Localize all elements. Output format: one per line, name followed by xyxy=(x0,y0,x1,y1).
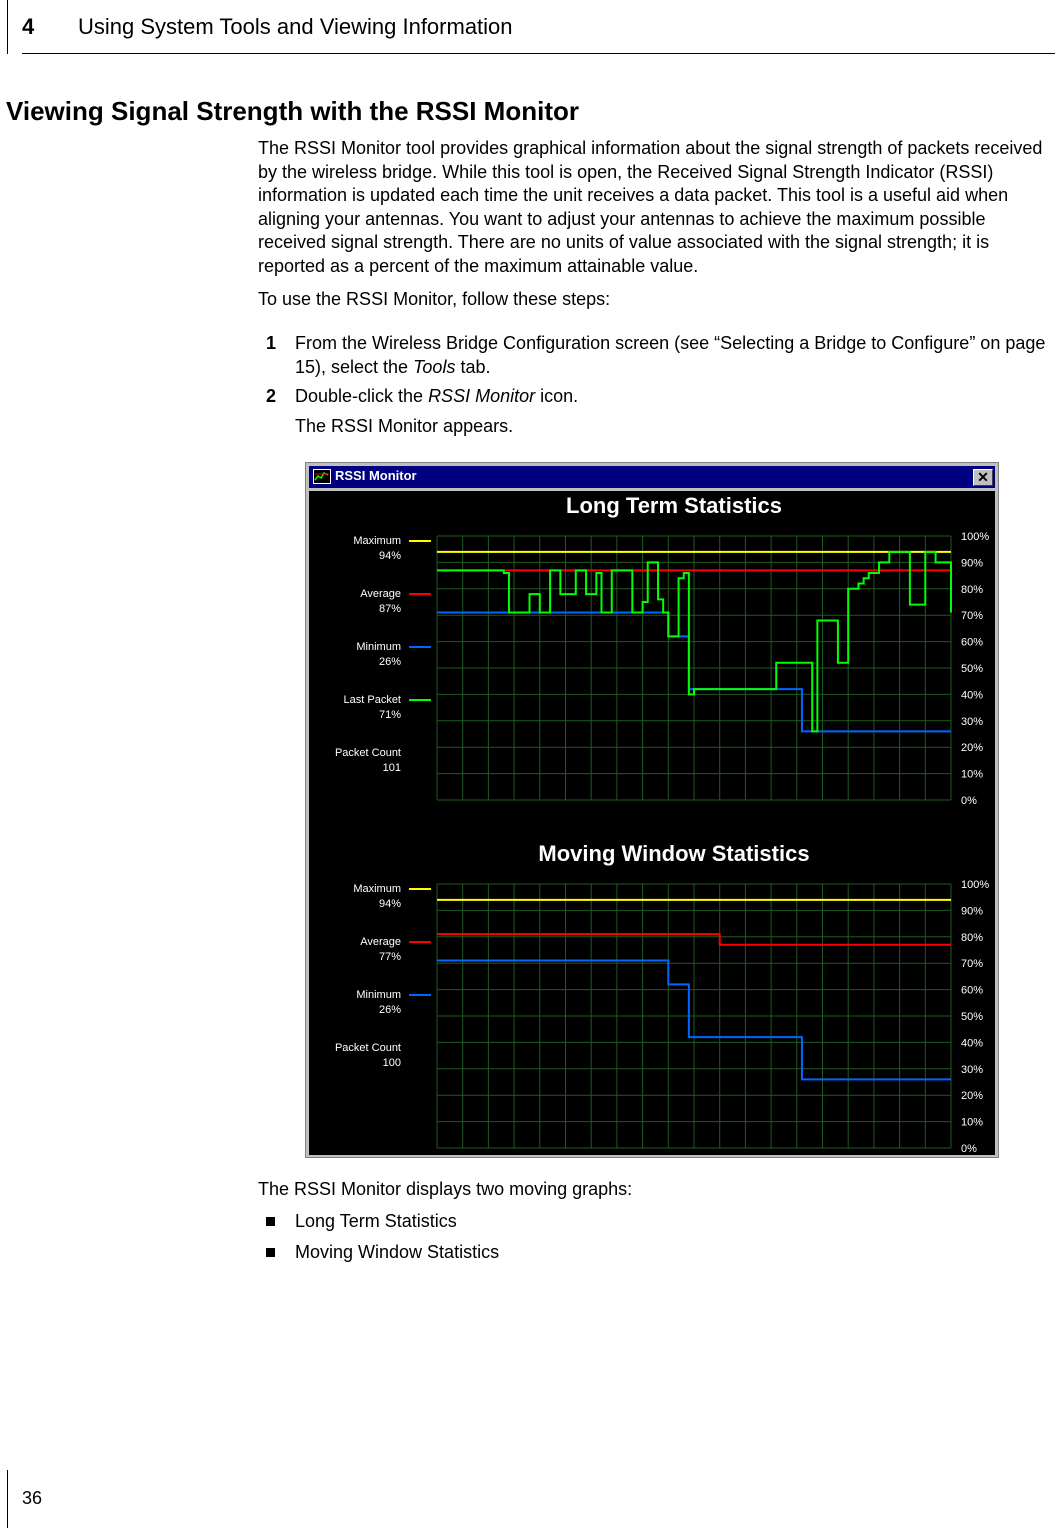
close-button[interactable]: ✕ xyxy=(973,469,993,486)
chart-title: Moving Window Statistics xyxy=(538,841,810,866)
legend-label: Minimum xyxy=(356,989,401,1001)
y-tick-label: 90% xyxy=(961,905,984,918)
legend-label: Average xyxy=(360,588,401,600)
step-text-end: icon. xyxy=(535,386,579,406)
y-tick-label: 60% xyxy=(961,636,984,649)
legend-value: 94% xyxy=(378,550,401,562)
legend-label: Minimum xyxy=(356,641,401,653)
legend-label: Maximum xyxy=(353,535,401,547)
header-rule xyxy=(22,53,1055,54)
legend-label: Last Packet xyxy=(343,694,401,706)
step-item xyxy=(258,332,1050,379)
legend-value: 94% xyxy=(378,898,401,910)
bullet-item xyxy=(258,1237,499,1268)
y-tick-label: 70% xyxy=(961,610,984,623)
chart-title: Long Term Statistics xyxy=(566,493,782,518)
legend-value: 26% xyxy=(378,1004,401,1016)
y-tick-label: 100% xyxy=(961,879,990,891)
y-tick-label: 80% xyxy=(961,931,984,944)
legend-value: 77% xyxy=(378,951,401,963)
step-emphasis: Tools xyxy=(413,356,456,377)
y-tick-label: 40% xyxy=(961,689,984,702)
rssi-monitor-window xyxy=(305,462,999,1158)
legend-label: Average xyxy=(360,936,401,948)
intro-block xyxy=(258,137,1050,322)
legend-value: 87% xyxy=(378,603,401,615)
chapter-title: Using System Tools and Viewing Information xyxy=(78,14,513,39)
y-tick-label: 100% xyxy=(961,531,990,543)
step-emphasis: RSSI Monitor xyxy=(428,386,536,406)
y-tick-label: 0% xyxy=(961,1143,977,1155)
legend-label: Packet Count xyxy=(334,747,401,759)
bullet-text: Long Term Statistics xyxy=(295,1211,457,1231)
bullet-square-icon xyxy=(266,1217,275,1226)
y-tick-label: 20% xyxy=(961,742,984,755)
intro-paragraph: The RSSI Monitor tool provides graphical information about the signal strength of packets received by the wireless bridge. While this tool is open, the Received Signal Strength Indicator (RSSI) information is updated each time the unit receives a data packet. This tool is a useful aid when aligning your antennas. You want to adjust your antennas to achieve the maximum possible received signal strength. There are no units of value associated with the signal strength; it is reported as a percent of the maximum attainable value. xyxy=(258,138,1043,276)
y-tick-label: 0% xyxy=(961,795,977,807)
step-number: 1 xyxy=(266,333,277,353)
step-text: From the Wireless Bridge Configuration screen (see “Selecting a Bridge to Configure” on page 15), select the xyxy=(295,333,1046,377)
y-tick-label: 50% xyxy=(961,663,984,675)
y-tick-label: 70% xyxy=(961,958,984,971)
after-paragraph: The RSSI Monitor displays two moving graphs: xyxy=(258,1179,633,1199)
legend-label: Maximum xyxy=(353,883,401,895)
step-item xyxy=(258,385,1050,409)
chart-canvas xyxy=(309,491,995,1155)
bullet-text: Moving Window Statistics xyxy=(295,1242,500,1262)
y-tick-label: 10% xyxy=(961,768,984,781)
y-tick-label: 40% xyxy=(961,1037,984,1050)
window-titlebar[interactable] xyxy=(309,466,995,488)
bullet-list xyxy=(258,1206,499,1268)
y-tick-label: 80% xyxy=(961,583,984,596)
y-tick-label: 30% xyxy=(961,1063,984,1076)
step-text: Double-click the xyxy=(295,386,429,406)
chapter-number: 4 xyxy=(22,14,35,39)
y-tick-label: 20% xyxy=(961,1090,984,1103)
app-icon[interactable] xyxy=(313,469,331,484)
bullet-item xyxy=(258,1206,499,1237)
legend-value: 100 xyxy=(382,1057,401,1069)
legend-value: 71% xyxy=(378,709,401,721)
y-tick-label: 90% xyxy=(961,557,984,570)
section-title: Viewing Signal Strength with the RSSI Monitor xyxy=(6,96,579,126)
header-divider xyxy=(7,0,8,54)
running-header xyxy=(0,0,1055,56)
step-result: The RSSI Monitor appears. xyxy=(295,415,514,436)
step-text-end: tab. xyxy=(455,356,491,377)
footer-divider xyxy=(7,1470,8,1528)
y-tick-label: 60% xyxy=(961,984,984,997)
bullet-square-icon xyxy=(266,1248,275,1257)
y-tick-label: 50% xyxy=(961,1011,984,1023)
legend-label: Packet Count xyxy=(334,1042,401,1054)
steps-intro: To use the RSSI Monitor, follow these steps: xyxy=(258,289,611,309)
steps-list xyxy=(258,332,1050,438)
y-tick-label: 30% xyxy=(961,715,984,728)
rssi-charts xyxy=(309,491,995,1155)
page-number: 36 xyxy=(22,1488,43,1508)
y-tick-label: 10% xyxy=(961,1116,984,1129)
step-number: 2 xyxy=(266,386,277,406)
legend-value: 26% xyxy=(378,656,401,668)
legend-value: 101 xyxy=(382,762,401,774)
window-title: RSSI Monitor xyxy=(335,468,417,483)
